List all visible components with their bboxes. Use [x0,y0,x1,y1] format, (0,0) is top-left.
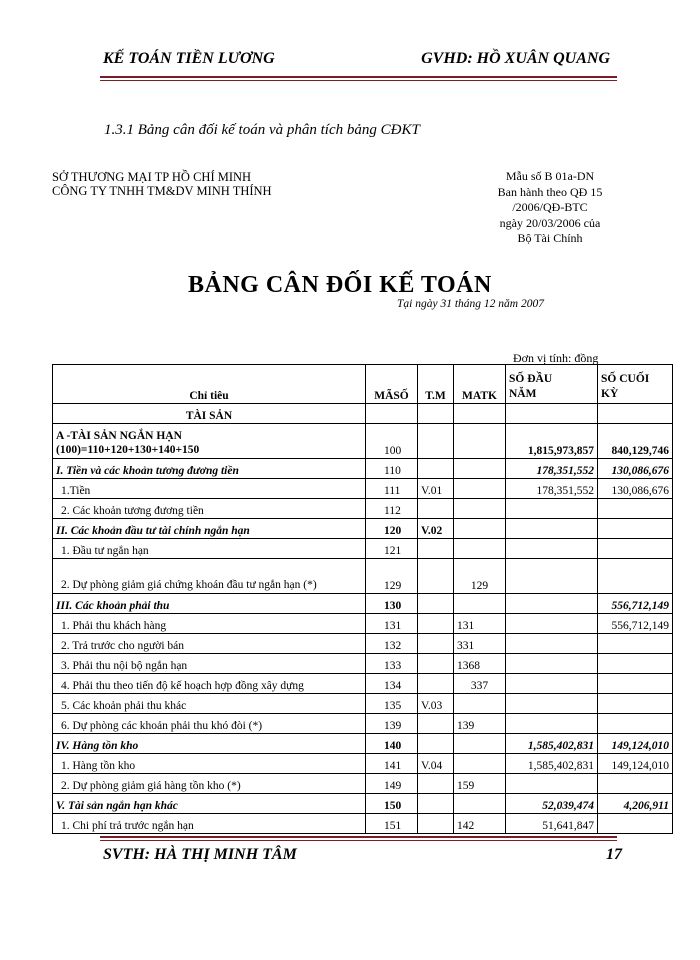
row-cuoi: 556,712,149 [598,594,673,614]
row-label: 4. Phải thu theo tiến độ kế hoạch hợp đồng xây dựng [53,674,366,694]
row-tm [418,424,454,459]
row-matk: 139 [454,714,506,734]
row-label: III. Các khoản phải thu [53,594,366,614]
col-so-cuoi-line-2: KỲ [601,388,619,400]
row-ma-so: 150 [366,794,418,814]
row-cuoi [598,694,673,714]
row-label: 2. Các khoản tương đương tiền [53,499,366,519]
row-ma-so: 141 [366,754,418,774]
row-tm [418,404,454,424]
col-tm: T.M [418,365,454,404]
report-date: Tại ngày 31 tháng 12 năm 2007 [397,298,544,310]
row-tm [418,559,454,594]
row-dau [506,594,598,614]
table-row [53,754,673,774]
header-rule-thick [100,76,617,78]
row-tm [418,794,454,814]
table-row [53,814,673,834]
table-row [53,459,673,479]
row-matk [454,424,506,459]
row-dau [506,654,598,674]
page-number: 17 [606,846,622,863]
table-row [53,674,673,694]
balance-sheet-table [52,364,673,834]
row-label: 3. Phải thu nội bộ ngắn hạn [53,654,366,674]
row-ma-so: 110 [366,459,418,479]
row-matk: 131 [454,614,506,634]
row-dau: 1,585,402,831 [506,754,598,774]
row-label: 1. Chi phí trả trước ngắn hạn [53,814,366,834]
col-ma-so: MÃSỐ [366,365,418,404]
row-dau: 178,351,552 [506,479,598,499]
row-label [53,424,366,459]
row-cuoi: 840,129,746 [598,424,673,459]
table-row [53,654,673,674]
header-rule-thin [100,80,617,81]
table-row [53,714,673,734]
row-dau: 1,815,973,857 [506,424,598,459]
row-label: 1. Phải thu khách hàng [53,614,366,634]
row-tm [418,594,454,614]
row-matk [454,499,506,519]
table-row [53,499,673,519]
row-matk [454,479,506,499]
col-chi-tieu: Chỉ tiêu [53,365,366,404]
row-tm [418,714,454,734]
row-dau [506,714,598,734]
table-row [53,794,673,814]
row-matk: 129 [454,559,506,594]
table-row [53,404,673,424]
footer-author: SVTH: HÀ THỊ MINH TÂM [103,846,297,863]
row-ma-so: 135 [366,694,418,714]
row-tm: V.01 [418,479,454,499]
form-info-line-1: Mẫu số B 01a-DN [505,169,595,183]
row-label: 1.Tiền [53,479,366,499]
row-tm [418,459,454,479]
row-matk [454,694,506,714]
row-label: TÀI SẢN [53,404,366,424]
row-dau [506,539,598,559]
row-label: I. Tiền và các khoản tương đương tiền [53,459,366,479]
row-cuoi [598,634,673,654]
row-label: IV. Hàng tồn kho [53,734,366,754]
row-matk [454,539,506,559]
row-matk: 337 [454,674,506,694]
table-row [53,774,673,794]
row-label: V. Tài sản ngắn hạn khác [53,794,366,814]
col-matk: MATK [454,365,506,404]
row-matk: 1368 [454,654,506,674]
row-label: 2. Dự phòng giảm giá chứng khoán đầu tư ngắn hạn (*) [53,559,366,594]
header-left: KẾ TOÁN TIỀN LƯƠNG [103,50,275,67]
row-ma-so: 139 [366,714,418,734]
row-cuoi [598,559,673,594]
row-cuoi [598,674,673,694]
row-ma-so: 140 [366,734,418,754]
row-label: II. Các khoản đầu tư tài chính ngắn hạn [53,519,366,539]
table-row [53,694,673,714]
row-ma-so: 112 [366,499,418,519]
row-matk: 159 [454,774,506,794]
row-cuoi [598,404,673,424]
row-cuoi [598,654,673,674]
org-line-1: SỞ THƯƠNG MẠI TP HỒ CHÍ MINH [52,170,252,184]
row-cuoi: 4,206,911 [598,794,673,814]
row-dau [506,614,598,634]
org-line-2: CÔNG TY TNHH TM&DV MINH THÍNH [52,184,272,198]
row-label: 5. Các khoản phải thu khác [53,694,366,714]
row-dau [506,499,598,519]
table-row [53,539,673,559]
footer-rule-thick [100,836,617,838]
table-row [53,734,673,754]
row-ma-so: 151 [366,814,418,834]
row-tm [418,734,454,754]
form-info-line-4: ngày 20/03/2006 của [499,215,601,230]
row-label: 6. Dự phòng các khoản phải thu khó đòi (*) [53,714,366,734]
row-dau [506,634,598,654]
table-header-row [53,365,673,404]
row-dau [506,774,598,794]
row-ma-so: 131 [366,614,418,634]
row-dau: 52,039,474 [506,794,598,814]
row-label-line-2: (100)=110+120+130+140+150 [56,444,200,456]
row-tm [418,814,454,834]
unit-label: Đơn vị tính: đồng [513,351,599,365]
row-dau [506,404,598,424]
row-tm [418,539,454,559]
row-ma-so: 134 [366,674,418,694]
row-dau: 178,351,552 [506,459,598,479]
row-tm: V.02 [418,519,454,539]
row-matk [454,754,506,774]
table-row [53,634,673,654]
row-matk [454,794,506,814]
row-ma-so [366,404,418,424]
form-info [480,169,620,247]
row-ma-so: 129 [366,559,418,594]
col-so-dau-nam [506,365,598,404]
row-cuoi [598,714,673,734]
row-cuoi: 130,086,676 [598,459,673,479]
col-so-cuoi-ky [598,365,673,404]
row-cuoi: 556,712,149 [598,614,673,634]
form-info-line-5: Bộ Tài Chính [517,231,583,245]
footer-rule-thin [100,840,617,841]
row-dau: 51,641,847 [506,814,598,834]
row-ma-so: 120 [366,519,418,539]
row-ma-so: 130 [366,594,418,614]
section-title: 1.3.1 Bảng cân đối kế toán và phân tích bảng CĐKT [104,122,420,138]
row-tm [418,499,454,519]
row-matk [454,734,506,754]
row-ma-so: 132 [366,634,418,654]
row-label: 1. Hàng tồn kho [53,754,366,774]
row-label: 2. Trả trước cho người bán [53,634,366,654]
row-cuoi [598,539,673,559]
form-info-line-2: Ban hành theo QĐ 15 [497,184,603,199]
row-cuoi [598,499,673,519]
row-ma-so: 121 [366,539,418,559]
row-cuoi: 130,086,676 [598,479,673,499]
row-cuoi: 149,124,010 [598,734,673,754]
row-dau [506,674,598,694]
row-dau [506,694,598,714]
table-row [53,424,673,459]
row-ma-so: 111 [366,479,418,499]
row-tm: V.04 [418,754,454,774]
row-matk [454,519,506,539]
table-row [53,559,673,594]
row-tm [418,634,454,654]
col-so-cuoi-line-1: SỐ CUỐI [601,373,650,385]
col-so-dau-line-2: NĂM [509,388,537,400]
row-ma-so: 100 [366,424,418,459]
row-tm [418,774,454,794]
row-cuoi [598,774,673,794]
row-cuoi: 149,124,010 [598,754,673,774]
row-ma-so: 133 [366,654,418,674]
row-tm [418,614,454,634]
form-info-line-3: /2006/QĐ-BTC [512,200,588,214]
header-right: GVHD: HỒ XUÂN QUANG [421,50,610,67]
row-matk [454,459,506,479]
row-tm [418,674,454,694]
document-title: BẢNG CÂN ĐỐI KẾ TOÁN [188,272,492,298]
row-matk: 331 [454,634,506,654]
row-dau: 1,585,402,831 [506,734,598,754]
row-label: 1. Đầu tư ngắn hạn [53,539,366,559]
row-label-line-1: A -TÀI SẢN NGẮN HẠN [56,430,182,442]
table-row [53,594,673,614]
row-tm [418,654,454,674]
row-matk [454,594,506,614]
row-ma-so: 149 [366,774,418,794]
row-cuoi [598,519,673,539]
table-row [53,479,673,499]
row-tm: V.03 [418,694,454,714]
row-dau [506,559,598,594]
row-dau [506,519,598,539]
table-row [53,614,673,634]
table-row [53,519,673,539]
row-label: 2. Dự phòng giảm giá hàng tồn kho (*) [53,774,366,794]
col-so-dau-line-1: SỐ ĐẦU [509,373,553,385]
row-cuoi [598,814,673,834]
row-matk: 142 [454,814,506,834]
row-matk [454,404,506,424]
